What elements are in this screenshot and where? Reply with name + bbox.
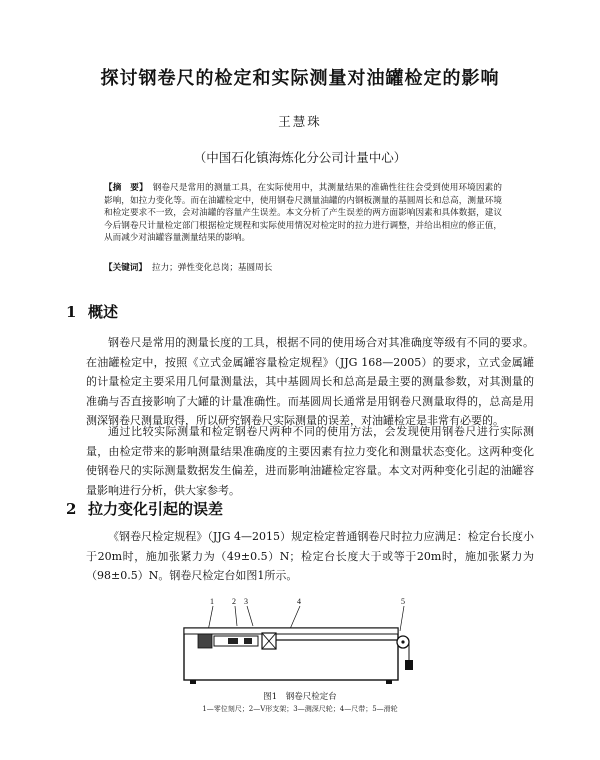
section-number: 1 — [66, 303, 77, 321]
body-paragraph: 钢卷尺是常用的测量长度的工具，根据不同的使用场合对其准确度等级有不同的要求。在油罐检定中，按照《立式金属罐容量检定规程》（JJG 168—2005）的要求，立式金属罐的计量检定主要采用几何量测量法，其中基圆周长和总高是最主要的测量参数，对其测量的准确与否直接影响了大罐的计量准确性。而基圆周长通常是用钢卷尺测量取得的，总高是用测深钢卷尺测量取得，所以研究钢卷尺实际测量的误差，对油罐检定是非常有必要的。 — [86, 336, 534, 427]
paper-title: 探讨钢卷尺的检定和实际测量对油罐检定的影响 — [100, 68, 500, 89]
author-name: 王慧珠 — [278, 114, 322, 129]
keywords-text: 拉力；弹性变化总岗；基圆周长 — [151, 263, 273, 273]
tape-calibration-bench-figure — [180, 596, 430, 684]
section-title: 概述 — [88, 303, 119, 321]
body-paragraph: 《钢卷尺检定规程》（JJG 4—2015）规定检定普通钢卷尺时拉力应满足：检定台长度小于20m时，施加张紧力为（49±0.5）N；检定台长度大于或等于20m时，施加张紧力为（98±0.5）N。钢卷尺检定台如图1所示。 — [86, 530, 534, 582]
body-paragraph: 通过比较实际测量和检定钢卷尺两种不同的使用方法，会发现使用钢卷尺进行实际测量，由检定带来的影响测量结果准确度的主要因素有拉力变化和测量状态变化。这两种变化使钢卷尺的实际测量数据发生偏差，进而影响油罐检定容量。本文对两种变化引起的油罐容量影响进行分析，供大家参考。 — [86, 425, 534, 497]
bench-diagram — [180, 596, 430, 684]
section-title: 拉力变化引起的误差 — [88, 500, 224, 518]
figure-label-2: 2 — [232, 597, 236, 606]
figure-label-5: 5 — [401, 597, 405, 606]
abstract-block — [104, 182, 502, 245]
section-number: 2 — [66, 500, 77, 518]
keywords-label: 【关键词】 — [104, 263, 147, 273]
figure-label-3: 3 — [244, 597, 248, 606]
keywords-block — [104, 262, 502, 274]
figure-label-4: 4 — [297, 597, 301, 606]
section-heading-2 — [66, 498, 223, 519]
zero-scale — [198, 634, 212, 648]
weight — [405, 660, 413, 670]
abstract-text: 钢卷尺是常用的测量工具，在实际使用中，其测量结果的准确性往往会受到使用环境因素的影响，如拉力变化等。而在油罐检定中，使用钢卷尺测量油罐的内钢板测量的基圆周长和总高，测量环境和检定要求不一致，会对油罐的容量产生误差。本文分析了产生误差的两方面影响因素和具体数据，建议今后钢卷尺计量检定部门根据检定规程和实际使用情况对检定时的拉力进行调整，并给出相应的修正值，从而减少对油罐容量测量结果的影响。 — [104, 183, 502, 244]
figure-legend: 1—零位刻尺；2—V形支架；3—测深尺轮；4—尺带；5—滑轮 — [202, 705, 398, 713]
section-heading-1 — [66, 301, 118, 322]
figure-label-1: 1 — [210, 597, 214, 606]
abstract-label: 【摘 要】 — [104, 183, 148, 193]
author-affiliation: （中国石化镇海炼化分公司计量中心） — [193, 150, 407, 165]
figure-caption: 图1 钢卷尺检定台 — [263, 692, 337, 702]
